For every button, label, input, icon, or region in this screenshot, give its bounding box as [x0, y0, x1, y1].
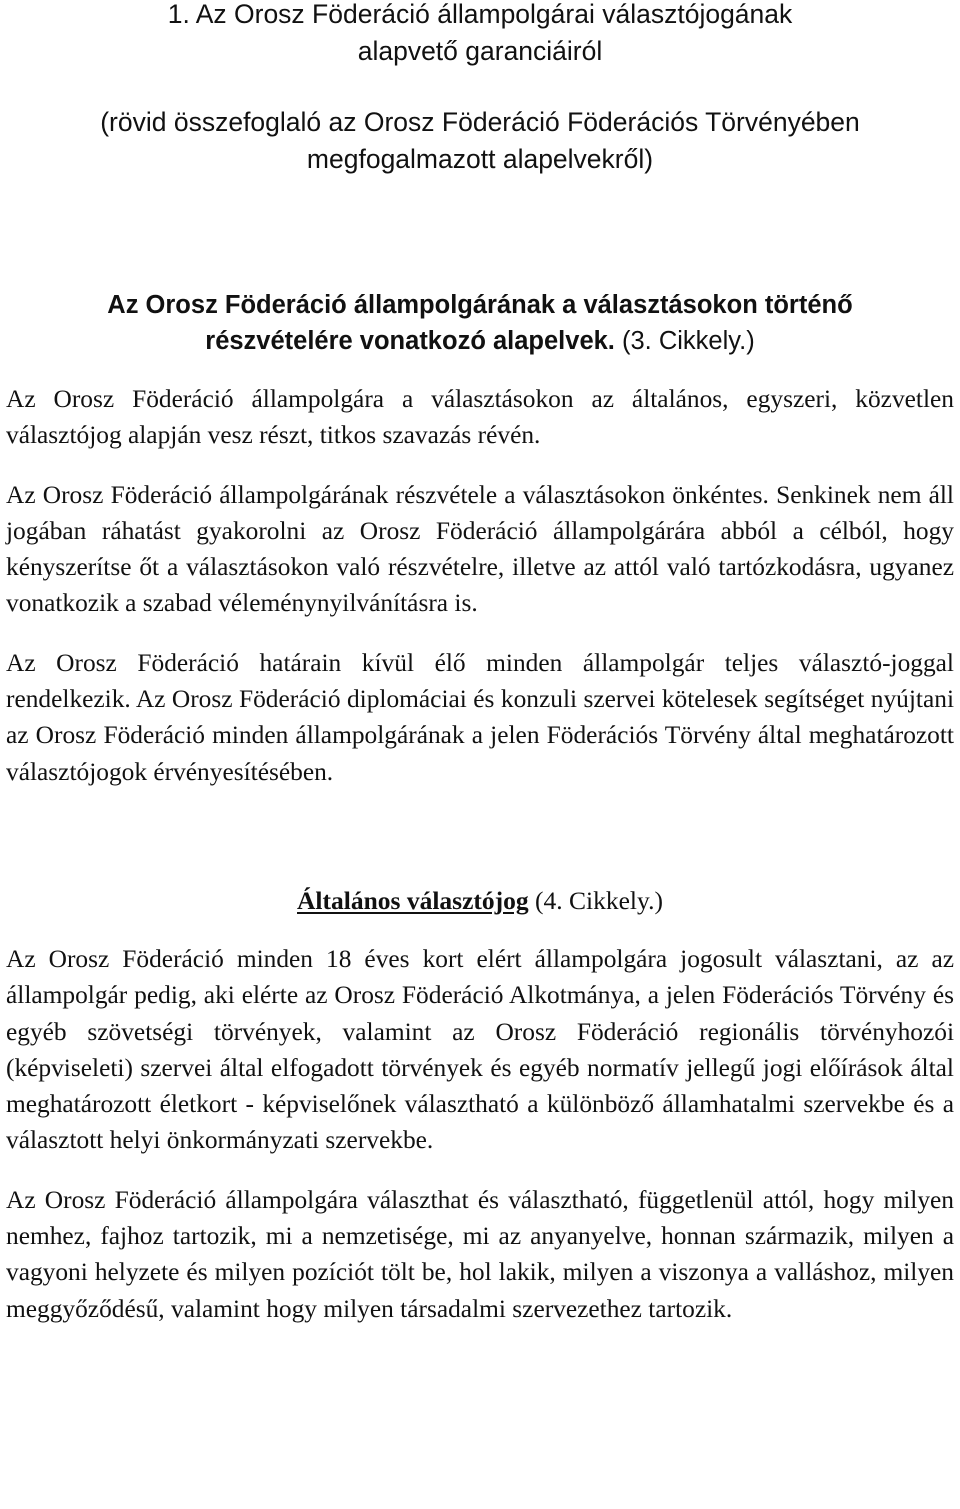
paragraph-3: Az Orosz Föderáció határain kívül élő minden állampolgár teljes választó-joggal rendelkezik. Az Orosz Föderáció diplomáciai és konzuli szervei kötelesek segítséget nyújtani az Orosz Föderáció minden állampolgárának a jelen Föderációs Törvény által meghatározott választójogok érvényesítésében. [6, 648, 954, 786]
document-page [6, 0, 954, 1327]
paragraph-1: Az Orosz Föderáció állampolgára a választásokon az általános, egyszeri, közvetlen választójog alapján vesz részt, titkos szavazás révén. [6, 385, 954, 450]
section-heading-line-1: Az Orosz Föderáció állampolgárának a választásokon történő [107, 291, 853, 319]
section-heading-line-2: részvételére vonatkozó alapelvek. [205, 327, 615, 355]
subsection-heading [6, 883, 954, 919]
section-heading [6, 287, 954, 359]
subsection-heading-title: Általános választójog [297, 885, 529, 915]
document-subtitle-line-1: (rövid összefoglaló az Orosz Föderáció Föderációs Törvényében [100, 107, 860, 137]
document-title-line-1: 1. Az Orosz Föderáció állampolgárai választójogának [167, 0, 793, 29]
document-title-line-2: alapvető garanciáiról [357, 36, 603, 66]
paragraph-5: Az Orosz Föderáció állampolgára választhat és választható, függetlenül attól, hogy milyen nemhez, fajhoz tartozik, mi a nemzetisége, mi az anyanyelve, honnan származik, milyen a vagyoni helyzete és milyen pozíciót tölt be, hol lakik, milyen a viszonya a valláshoz, milyen meggyőződésű, valamint hogy milyen társadalmi szervezethez tartozik. [6, 1185, 954, 1323]
document-title-block [6, 0, 954, 178]
paragraph-2: Az Orosz Föderáció állampolgárának részvétele a választásokon önkéntes. Senkinek nem áll jogában ráhatást gyakorolni az Orosz Föderáció állampolgárára abból a célból, hogy kényszerítse őt a választásokon való részvételre, illetve az attól való tartózkodásra, ugyanez vonatkozik a szabad véleménynyilvánításra is. [6, 480, 954, 618]
paragraph-4: Az Orosz Föderáció minden 18 éves kort elért állampolgára jogosult választani, az az állampolgár pedig, aki elérte az Orosz Föderáció Alkotmánya, a jelen Föderációs Törvény és egyéb szövetségi törvények, valamint az Orosz Föderáció regionális törvényhozói (képviseleti) szervei által elfogadott törvények és egyéb normatív jellegű jogi előírások által meghatározott életkort - képviselőnek választható a különböző államhatalmi szervekbe és a választott helyi önkormányzati szervekbe. [6, 944, 954, 1155]
document-subtitle-line-2: megfogalmazott alapelvekről) [306, 144, 654, 174]
section-heading-article-ref: (3. Cikkely.) [622, 327, 755, 355]
subsection-heading-article-ref: (4. Cikkely.) [535, 885, 663, 915]
